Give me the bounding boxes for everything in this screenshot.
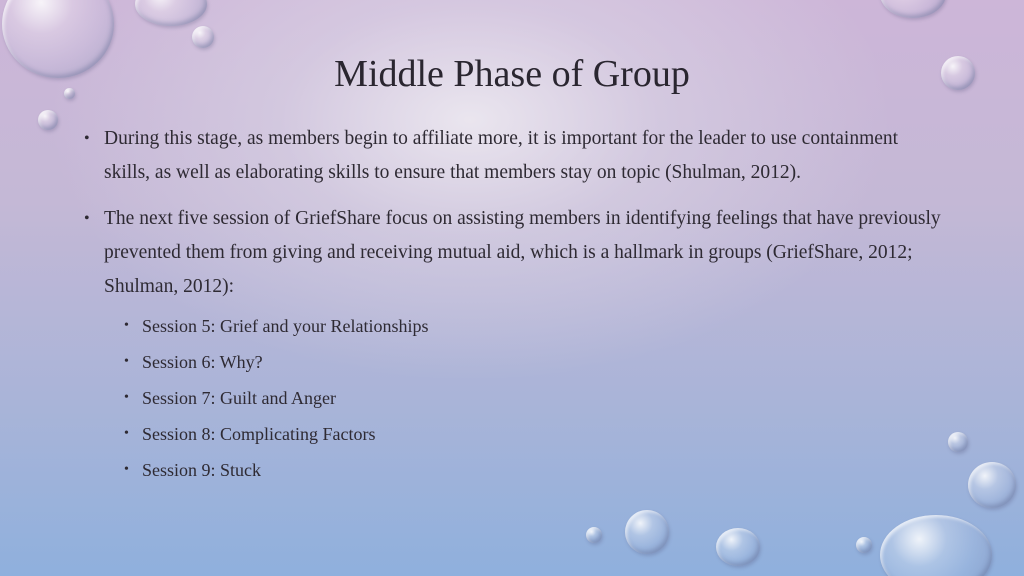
water-drop-decoration: [625, 510, 669, 554]
sub-bullet-item: • Session 6: Why?: [84, 344, 944, 380]
bullet-item: • During this stage, as members begin to affiliate more, it is important for the leader to use containment skills, as well as elaborating skills to ensure that members stay on topic (Shulman, 2012).: [84, 122, 944, 190]
water-drop-decoration: [948, 432, 968, 452]
sub-bullet-list: [84, 308, 944, 488]
water-drop-decoration: [38, 110, 58, 130]
slide-title: Middle Phase of Group: [334, 53, 690, 95]
water-drop-decoration: [968, 462, 1016, 508]
water-drop-decoration: [880, 0, 946, 18]
bullet-item: • The next five session of GriefShare focus on assisting members in identifying feelings that have previously prevented them from giving and receiving mutual aid, which is a hallmark in groups (GriefShare, 2012; Shulman, 2012):: [84, 202, 944, 304]
water-drop-decoration: [880, 515, 992, 576]
bullet-list: [84, 122, 944, 488]
water-drop-decoration: [586, 527, 602, 543]
sub-bullet-item: • Session 7: Guilt and Anger: [84, 380, 944, 416]
sub-bullet-item: • Session 8: Complicating Factors: [84, 416, 944, 452]
sub-bullet-item: • Session 5: Grief and your Relationships: [84, 308, 944, 344]
water-drop-decoration: [716, 528, 760, 566]
water-drop-decoration: [192, 26, 214, 48]
water-drop-decoration: [135, 0, 207, 26]
sub-bullet-item: • Session 9: Stuck: [84, 452, 944, 488]
water-drop-decoration: [856, 537, 872, 553]
